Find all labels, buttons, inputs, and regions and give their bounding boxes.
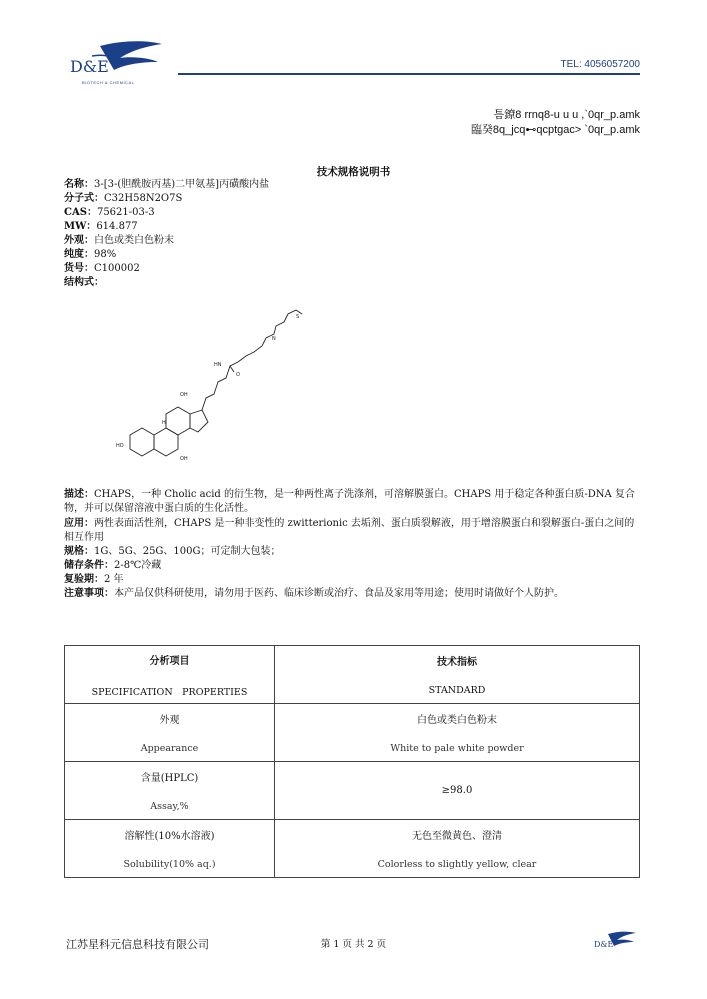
table-cell-item: 含量(HPLC) Assay,% <box>65 762 275 820</box>
table-row <box>65 762 640 820</box>
structure-label-n: N <box>272 336 276 342</box>
storage: 储存条件：2-8℃冷藏 <box>64 560 162 571</box>
field-formula: 分子式：C32H58N2O7S <box>64 193 183 204</box>
field-catalog: 货号：C100002 <box>64 263 140 274</box>
document-title: 技术规格说明书 <box>316 166 391 178</box>
specification: 规格：1G、5G、25G、100G；可定制大包装； <box>64 546 281 557</box>
table-header-row <box>65 646 640 704</box>
field-mw: MW：614.877 <box>64 221 138 232</box>
table-header-col2: 技术指标 STANDARD <box>275 646 640 704</box>
logo-subtext: BIOTECH & CHEMICAL <box>82 80 135 85</box>
description: 描述：CHAPS，一种 Cholic acid 的衍生物，是一种两性离子洗涤剂，可溶解膜蛋白。CHAPS 用于稳定各种蛋白质-DNA 复合物，并可以保留溶液中蛋白质的生化活性。 <box>64 489 635 514</box>
table-cell-item: 外观 Appearance <box>65 704 275 762</box>
header-garbled-line-1: 틈鐐8 rrnq8-u u u ,`0qr_p.amk <box>493 109 640 121</box>
field-cas: CAS：75621-03-3 <box>64 207 155 218</box>
header-garbled-line-2: 臨癸8q_jcq⊷qcptgac> `0qr_p.amk <box>470 124 640 136</box>
tel-number: TEL: 4056057200 <box>560 59 640 70</box>
logo-text: D&E <box>70 57 109 76</box>
footer-logo <box>592 930 642 954</box>
structure-label-o: O <box>236 372 240 378</box>
structure-label-oh-3: OH <box>180 456 188 460</box>
field-structure: 结构式： <box>64 277 104 288</box>
spec-table <box>64 645 640 878</box>
table-cell-item: 溶解性(10%水溶液) Solubility(10% aq.) <box>65 820 275 878</box>
notes: 注意事项：本产品仅供科研使用，请勿用于医药、临床诊断或治疗、食品及家用等用途；使用时请做好个人防护。 <box>64 588 564 599</box>
table-cell-standard: 白色或类白色粉末 White to pale white powder <box>275 704 640 762</box>
page-number: 第 1 页 共 2 页 <box>320 939 387 950</box>
structure-label-h: H <box>162 420 166 426</box>
structure-label-oh-2: OH <box>180 392 188 398</box>
structure-label-ho-1: HO <box>116 443 124 449</box>
application: 应用：两性表面活性剂，CHAPS 是一种非变性的 zwitterionic 去垢剂、蛋白质裂解液，用于增溶膜蛋白和裂解蛋白-蛋白之间的相互作用 <box>64 518 635 543</box>
structure-label-hn: HN <box>214 362 222 368</box>
table-header-col1: 分析项目 SPECIFICATION PROPERTIES <box>65 646 275 704</box>
table-cell-standard: ≥98.0 <box>275 762 640 820</box>
table-row <box>65 820 640 878</box>
structure-label-s: S <box>296 314 300 320</box>
chemical-structure <box>110 300 320 460</box>
company-logo <box>62 38 182 88</box>
field-appearance: 外观：白色或类白色粉末 <box>64 235 174 246</box>
field-name: 名称：3-[3-(胆酰胺丙基)二甲氨基]丙磺酸内盐 <box>64 179 270 190</box>
table-row <box>65 704 640 762</box>
header-divider <box>178 73 640 75</box>
field-purity: 纯度：98% <box>64 249 117 260</box>
company-name: 江苏星科元信息科技有限公司 <box>66 939 209 951</box>
footer-logo-text: D&E <box>594 940 614 949</box>
retest-period: 复验期：2 年 <box>64 574 124 585</box>
table-cell-standard: 无色至微黄色、澄清 Colorless to slightly yellow, clear <box>275 820 640 878</box>
